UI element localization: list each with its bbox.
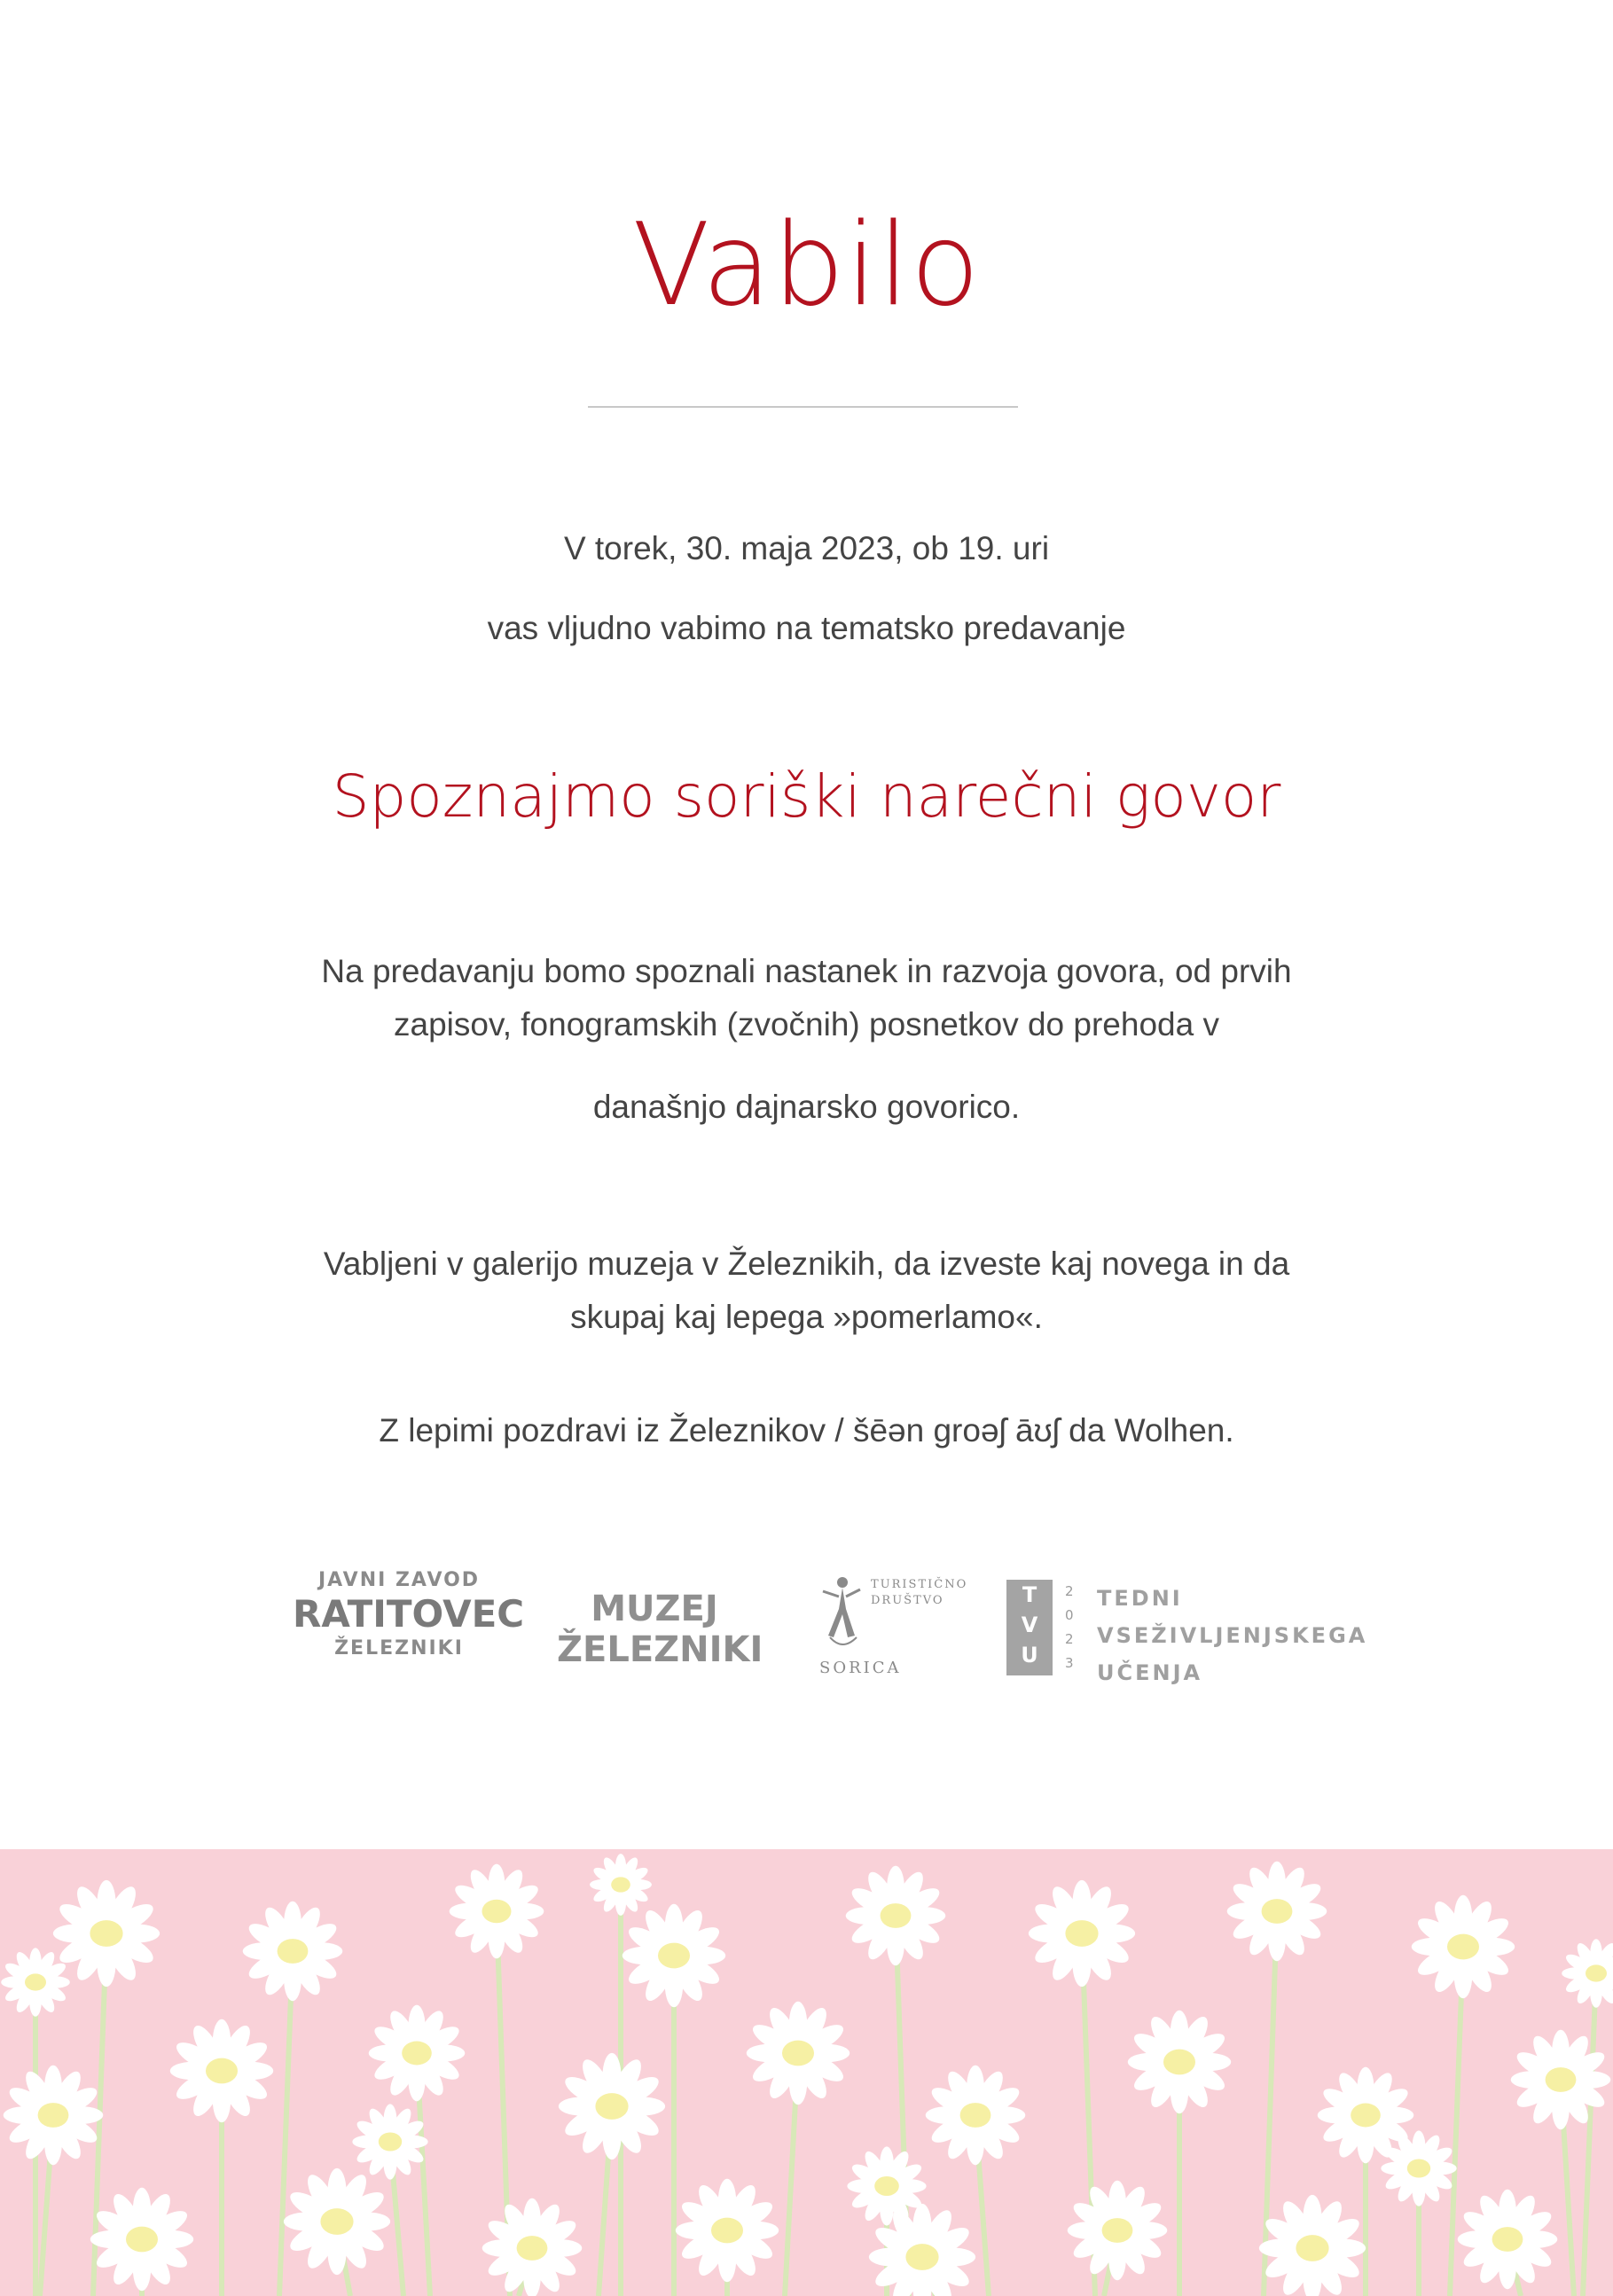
muzej-logo: [557, 1589, 763, 1670]
ratitovec-logo-top: JAVNI ZAVOD: [317, 1569, 481, 1591]
daisy-flower: [1458, 2190, 1558, 2290]
daisy-flower: [559, 2053, 665, 2159]
daisy-flower: [1128, 2011, 1231, 2113]
tvu-line-3: UČENJA: [1097, 1660, 1203, 1685]
description-line-1: Na predavanju bomo spoznali nastanek in razvoja govora, od prvih: [321, 953, 1292, 989]
daisy-flower: [1227, 1862, 1327, 1962]
daisy-flower: [352, 2104, 427, 2179]
daisy-flower: [846, 1866, 946, 1966]
daisy-stem: [1264, 1911, 1277, 2296]
tvu-year-digit: 0: [1065, 1607, 1074, 1623]
tvu-line-1: TEDNI: [1097, 1586, 1183, 1611]
invite-line: vas vljudno vabimo na tematsko predavanje: [487, 610, 1126, 646]
daisy-flower: [622, 1904, 725, 2007]
page-title: Vabilo: [632, 199, 981, 332]
muzej-logo-line-2: ŽELEZNIKI: [557, 1629, 763, 1670]
daisy-flower: [1029, 1880, 1135, 1987]
daisy-flower: [90, 2188, 193, 2291]
daisy-flower: [1562, 1939, 1613, 2008]
daisy-flower: [847, 2146, 926, 2225]
tvu-year-digit: 2: [1065, 1583, 1074, 1599]
tvu-year: [1065, 1580, 1074, 1675]
daisy-flower: [926, 2066, 1026, 2166]
welcome-line-2: skupaj kaj lepega »pomerlamo«.: [570, 1299, 1043, 1335]
muzej-logo-line-1: MUZEJ: [591, 1589, 718, 1629]
daisy-flower: [1381, 2130, 1456, 2206]
daisy-flower: [590, 1854, 652, 1916]
tvu-year-digit: 2: [1065, 1631, 1074, 1647]
lecture-title: Spoznajmo soriški narečni govor: [332, 762, 1281, 831]
tvu-letter: U: [1021, 1643, 1038, 1667]
daisy-flower: [243, 1902, 343, 2002]
daisy-flower: [369, 2005, 466, 2102]
tvu-letter: V: [1021, 1613, 1038, 1637]
tvu-line-2: VSEŽIVLJENJSKEGA: [1097, 1623, 1368, 1648]
daisy-flower: [170, 2019, 273, 2122]
description-line-2: zapisov, fonogramskih (zvočnih) posnetkov do prehoda v: [394, 1006, 1219, 1043]
tvu-year-digit: 3: [1065, 1655, 1074, 1671]
daisy-flower: [4, 2066, 104, 2166]
daisy-stem: [1583, 1973, 1596, 2296]
welcome-line-1: Vabljeni v galerijo muzeja v Železnikih, da izveste kaj novega in da: [323, 1246, 1290, 1282]
daisy-flower: [284, 2168, 390, 2275]
daisy-flower: [676, 2179, 779, 2282]
daisy-flower: [1, 1948, 70, 2017]
date-line: V torek, 30. maja 2023, ob 19. uri: [563, 530, 1050, 566]
ratitovec-logo-bottom: ŽELEZNIKI: [334, 1637, 464, 1660]
sorica-logo-name: SORICA: [819, 1659, 902, 1677]
ratitovec-logo: [293, 1569, 525, 1693]
sorica-logo-top-2: DRUŠTVO: [871, 1594, 944, 1607]
description-line-3: današnjo dajnarsko govorico.: [592, 1089, 1021, 1125]
daisy-illustration: [0, 1849, 1613, 2296]
daisy-flower: [1412, 1895, 1515, 1998]
dancer-icon: [816, 1574, 869, 1658]
daisy-flower: [53, 1880, 160, 1987]
tvu-letter: T: [1022, 1582, 1037, 1607]
tvu-text: [1097, 1580, 1367, 1691]
divider: [588, 406, 1018, 408]
daisy-flower: [482, 2198, 583, 2296]
daisy-flower: [1318, 2067, 1414, 2164]
greeting-line: Z lepimi pozdravi iz Železnikov / šēən groəʃ āʊʃ da Wolhen.: [379, 1412, 1234, 1449]
tvu-logo: [1006, 1580, 1368, 1685]
sorica-logo-top-1: TURISTIČNO: [871, 1578, 968, 1591]
sorica-logo: [816, 1574, 968, 1680]
daisy-flower: [1068, 2181, 1168, 2281]
tvu-logo-box: [1006, 1580, 1053, 1675]
daisy-flower: [450, 1864, 544, 1959]
daisy-flower: [747, 2002, 850, 2105]
daisy-flower: [1259, 2195, 1366, 2296]
ratitovec-logo-main: RATITOVEC: [293, 1592, 525, 1636]
daisy-banner: [0, 1849, 1613, 2296]
